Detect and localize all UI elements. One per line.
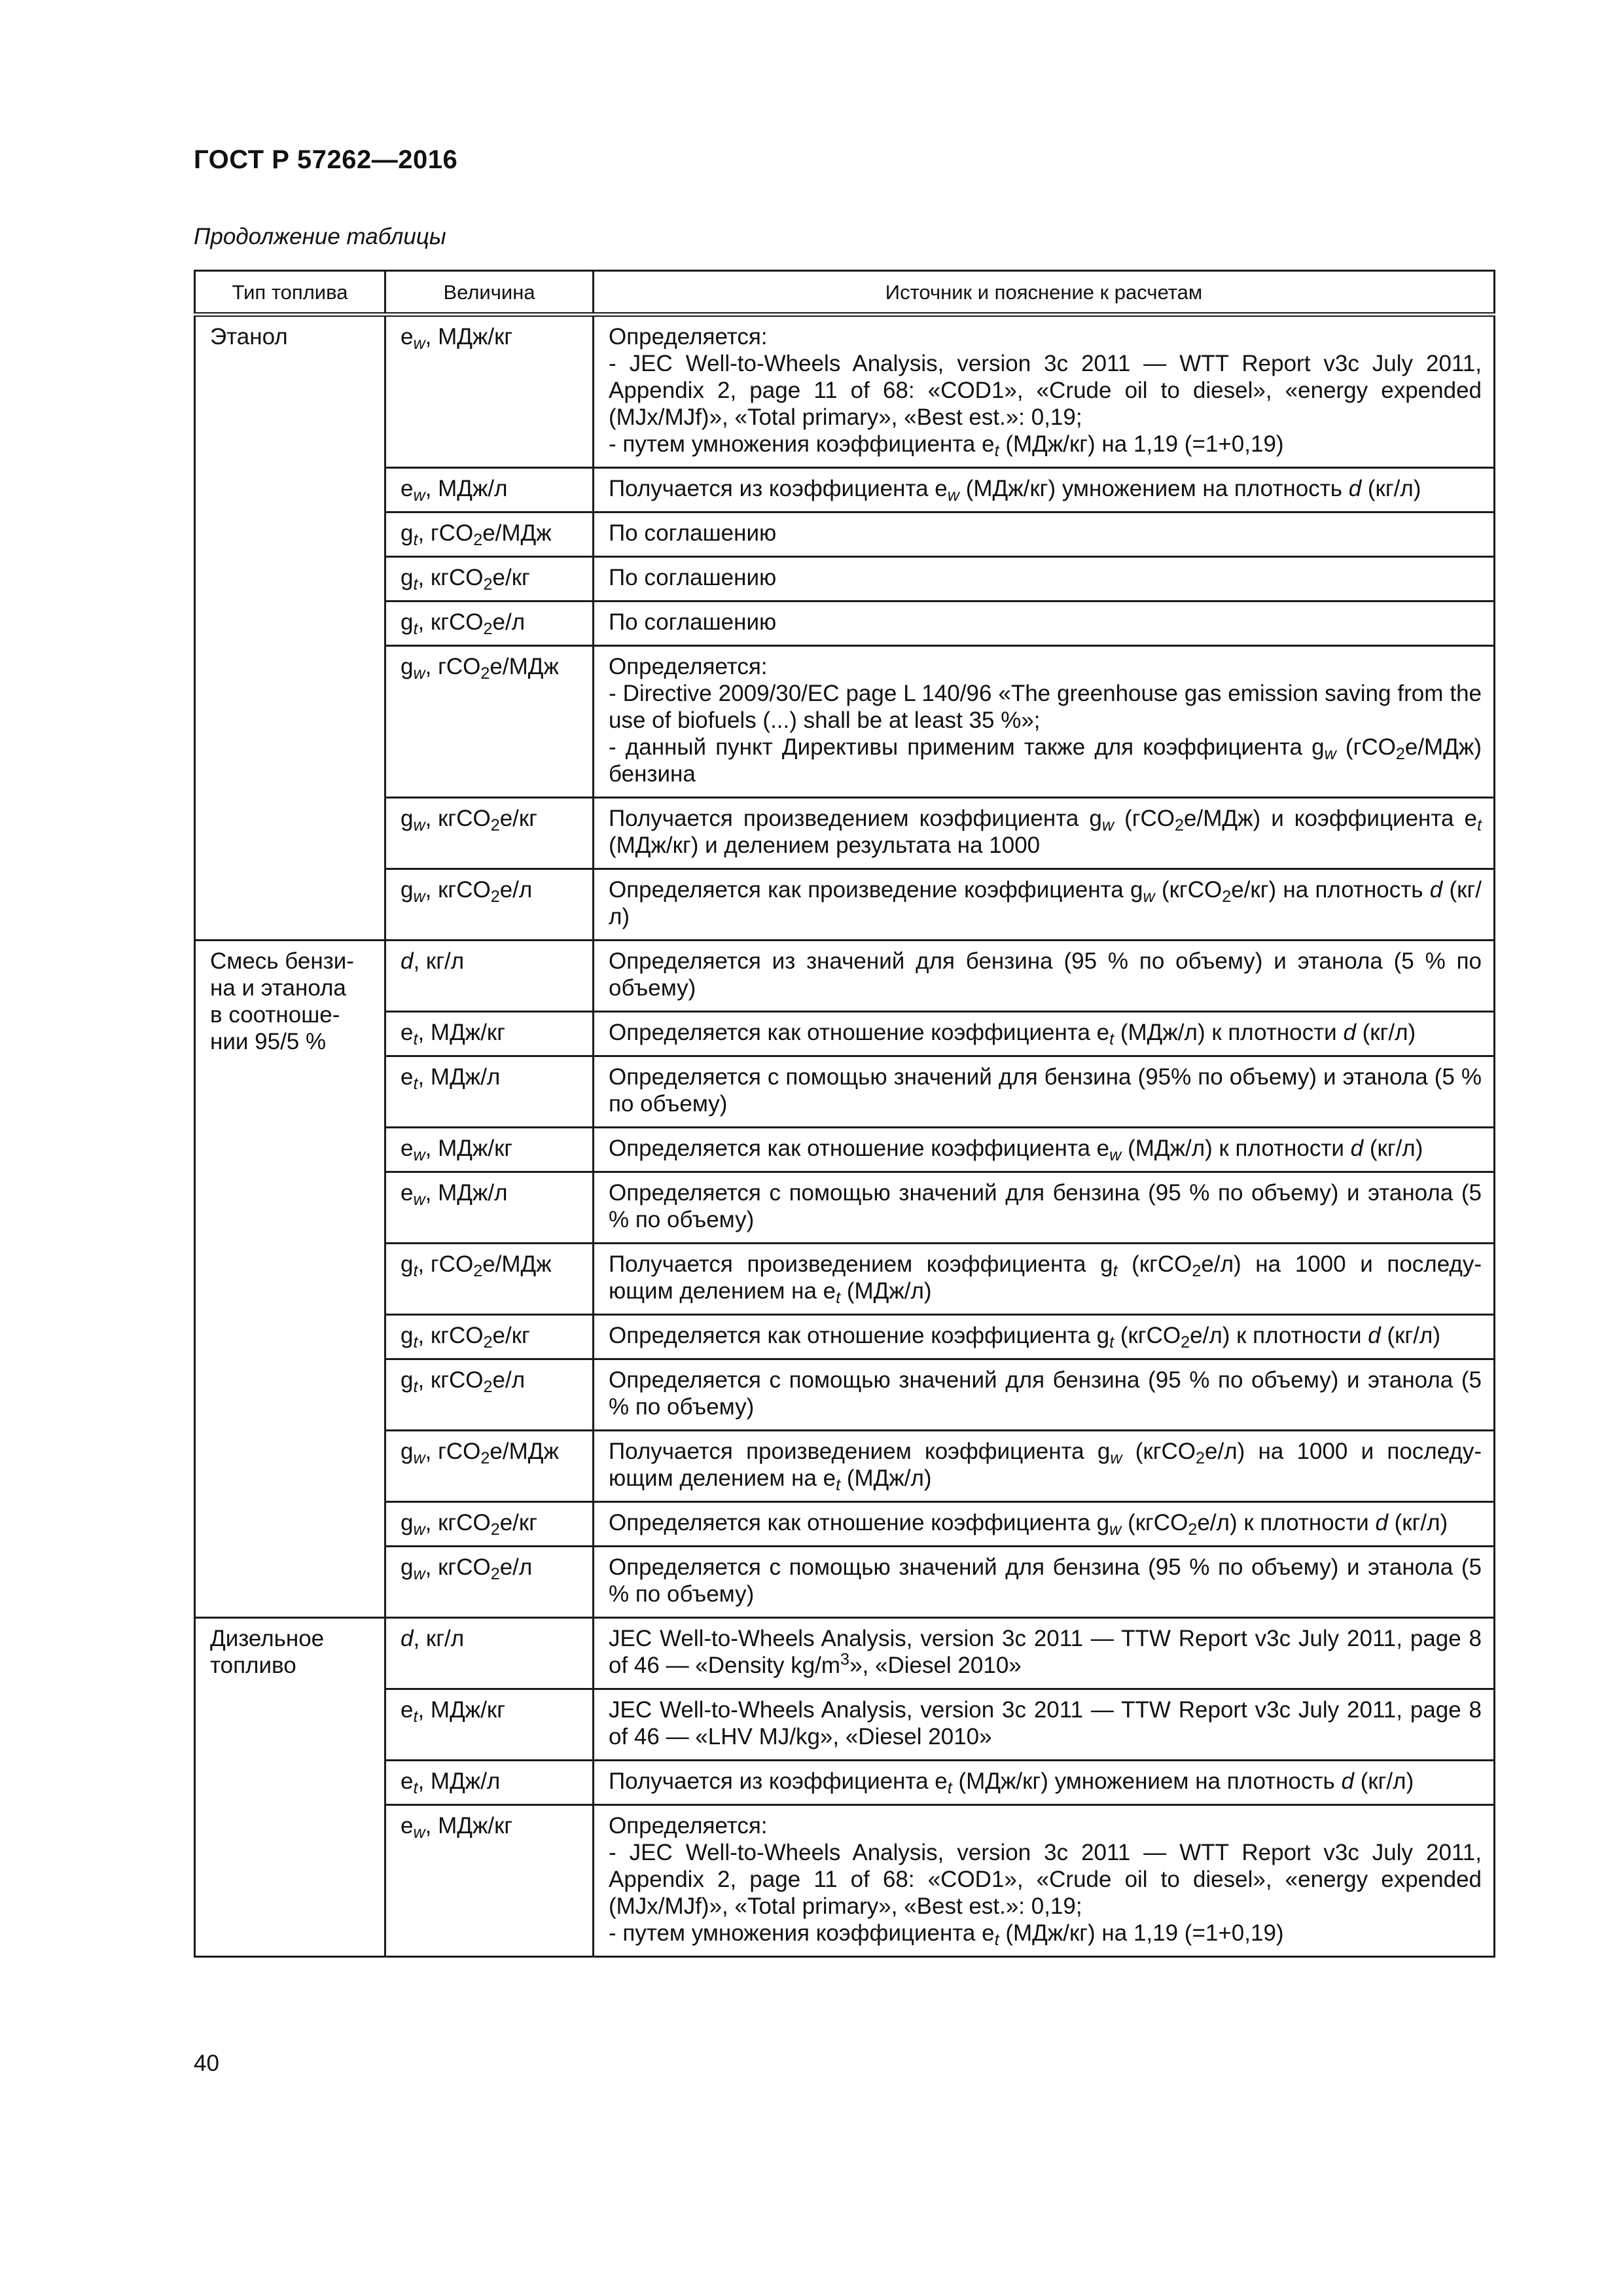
source-paragraph — [609, 1367, 1482, 1420]
fuel-parameters-table — [194, 270, 1495, 1958]
cell-text: (кгCO — [1122, 1439, 1196, 1464]
subscript-text: w — [413, 1565, 425, 1584]
cell-text: Определяется как отношение коэффициента e — [609, 1136, 1110, 1161]
cell-text: Определяется из значений для бензина (95 % по объему) и этанола (5 % по объему) — [609, 948, 1482, 1001]
cell-text: , гCO — [425, 654, 481, 679]
cell-text: Определяется как произведение коэффициента g — [609, 877, 1143, 903]
quantity-cell — [385, 1689, 594, 1761]
table-header-row — [195, 271, 1495, 315]
source-cell — [594, 468, 1495, 512]
quantity-cell — [385, 1172, 594, 1244]
cell-text: - JEC Well-to-Wheels Analysis, version 3c 2011 — WTT Report v3c July 2011, Appendix 2, page 11 of 68: «COD1», «Crude oil to diesel», «energy expended (MJx/MJf)», «Total primary», «Best est.»: 0,19; — [609, 1840, 1482, 1919]
cell-text: g — [401, 520, 414, 546]
cell-text: , кгCO — [418, 1323, 484, 1348]
subscript-text: w — [1109, 1146, 1122, 1165]
cell-text: g — [401, 877, 414, 903]
source-cell — [594, 601, 1495, 646]
subscript-text: t — [413, 1030, 418, 1049]
cell-text: d — [1350, 1136, 1364, 1161]
quantity-cell — [385, 557, 594, 601]
cell-text: (кг/л) — [1361, 476, 1421, 501]
source-paragraph — [609, 1812, 1482, 1839]
subscript-text: t — [1476, 816, 1482, 835]
subscript-text: t — [413, 1333, 418, 1352]
cell-text: Определяется с помощью значений для бензина (95 % по объему) и этанола (5 % по объему) — [609, 1180, 1482, 1232]
cell-text: Определяется как отношение коэффициента g — [609, 1323, 1110, 1348]
subscript-text: t — [1109, 1333, 1115, 1352]
quantity-cell — [385, 1056, 594, 1128]
source-cell — [594, 1431, 1495, 1502]
source-paragraph — [609, 948, 1482, 1001]
source-cell — [594, 1547, 1495, 1618]
subscript-text: w — [413, 1191, 425, 1210]
source-paragraph — [609, 431, 1482, 461]
source-cell — [594, 1618, 1495, 1689]
table-row — [195, 1172, 1495, 1244]
source-paragraph — [609, 1438, 1482, 1495]
cell-text: (гCO — [1114, 806, 1175, 831]
cell-text: , гCO — [425, 1439, 481, 1464]
cell-text: Получается произведением коэффициента g — [609, 1439, 1111, 1464]
cell-text: Определяется: — [609, 654, 768, 679]
cell-text: JEC Well-to-Wheels Analysis, version 3c 2011 — TTW Report v3c July 2011, page 8 of 46 — «LHV MJ/kg», «Diesel 2010» — [609, 1697, 1482, 1749]
cell-text: Определяется: — [609, 324, 768, 350]
cell-text: g — [401, 806, 414, 831]
table-row — [195, 1502, 1495, 1547]
quantity-cell — [385, 468, 594, 512]
source-paragraph — [609, 1768, 1482, 1798]
subscript-text: 2 — [473, 1262, 483, 1281]
table-row — [195, 1547, 1495, 1618]
cell-text: , кгCO — [418, 1367, 484, 1393]
cell-text: e/кг — [499, 806, 537, 831]
cell-text: - путем умножения коэффициента e — [609, 431, 995, 457]
cell-text: , МДж/кг — [418, 1697, 505, 1723]
source-cell — [594, 1172, 1495, 1244]
source-paragraph — [609, 653, 1482, 680]
cell-text: (МДж/кг) умножением на плотность — [952, 1768, 1342, 1794]
subscript-text: t — [994, 1931, 999, 1950]
quantity-cell — [385, 1012, 594, 1056]
cell-text: e/кг — [492, 1323, 530, 1348]
cell-text: g — [401, 654, 414, 679]
cell-text: (кгCO — [1121, 1510, 1188, 1535]
cell-text: e/л — [499, 877, 533, 903]
cell-text: , кгCO — [425, 1554, 491, 1580]
cell-text: g — [401, 1439, 414, 1464]
cell-text: По соглашению — [609, 609, 777, 635]
subscript-text: t — [836, 1289, 841, 1308]
cell-text: e — [401, 1180, 414, 1206]
source-paragraph — [609, 1135, 1482, 1165]
subscript-text: w — [1109, 1520, 1122, 1539]
quantity-cell — [385, 1547, 594, 1618]
cell-text: (МДж/л) — [840, 1278, 932, 1304]
cell-text: e/л — [492, 1367, 526, 1393]
cell-text: (кгCO — [1114, 1323, 1181, 1348]
column-header-quantity: Величина — [385, 271, 594, 315]
cell-text: Получается из коэффициента e — [609, 1768, 948, 1794]
fuel-type-label: Дизельное — [210, 1626, 325, 1651]
page-number: 40 — [194, 2051, 219, 2076]
source-cell — [594, 512, 1495, 557]
cell-text: e/МДж — [490, 1439, 559, 1464]
table-row — [195, 1056, 1495, 1128]
cell-text: , кг/л — [413, 948, 465, 974]
source-paragraph — [609, 680, 1482, 734]
cell-text: (кгCO — [1154, 877, 1222, 903]
source-cell — [594, 646, 1495, 798]
superscript-text: 3 — [840, 1650, 850, 1669]
source-cell — [594, 1056, 1495, 1128]
cell-text: d — [1429, 877, 1443, 903]
cell-text: e/МДж) и коэффициента e — [1184, 806, 1477, 831]
source-paragraph — [609, 1625, 1482, 1679]
cell-text: , МДж/кг — [425, 1136, 513, 1161]
cell-text: JEC Well-to-Wheels Analysis, version 3c 2011 — TTW Report v3c July 2011, page 8 of 46 — «Density kg/m — [609, 1626, 1482, 1678]
cell-text: , МДж/л — [418, 1768, 501, 1794]
document-title: ГОСТ Р 57262—2016 — [194, 145, 458, 174]
cell-text: d — [1348, 476, 1362, 501]
source-cell — [594, 1012, 1495, 1056]
cell-text: По соглашению — [609, 565, 777, 590]
subscript-text: w — [413, 888, 425, 906]
source-cell — [594, 1689, 1495, 1761]
table-row — [195, 1805, 1495, 1957]
quantity-cell — [385, 1761, 594, 1805]
cell-text: g — [401, 1554, 414, 1580]
fuel-type-label: Этанол — [210, 324, 288, 350]
cell-text: (кг/л) — [609, 877, 1482, 929]
table-row — [195, 512, 1495, 557]
cell-text: Определяется с помощью значений для бензина (95 % по объему) и этанола (5 % по объему) — [609, 1554, 1482, 1607]
table-row — [195, 1618, 1495, 1689]
subscript-text: 2 — [1395, 745, 1405, 764]
source-paragraph — [609, 520, 1482, 547]
quantity-cell — [385, 601, 594, 646]
subscript-text: w — [947, 486, 959, 505]
subscript-text: t — [413, 620, 418, 639]
source-cell — [594, 1244, 1495, 1315]
cell-text: , МДж/л — [425, 476, 508, 501]
source-paragraph — [609, 1839, 1482, 1920]
cell-text: , гCO — [418, 1251, 474, 1277]
cell-text: - данный пункт Директивы применим также для коэффициента g — [609, 734, 1325, 760]
cell-text: g — [401, 1251, 414, 1277]
cell-text: , кгCO — [418, 565, 484, 590]
subscript-text: t — [413, 575, 418, 594]
fuel-type-label: Смесь бензи- — [210, 948, 354, 974]
subscript-text: w — [413, 1823, 425, 1842]
quantity-cell — [385, 798, 594, 869]
cell-text: (гCO — [1336, 734, 1396, 760]
source-paragraph — [609, 1322, 1482, 1352]
cell-text: (МДж/кг) на 1,19 (=1+0,19) — [999, 1920, 1284, 1946]
cell-text: e — [401, 1813, 414, 1839]
column-header-source: Источник и пояснение к расчетам — [594, 271, 1495, 315]
source-paragraph — [609, 805, 1482, 859]
cell-text: e — [401, 1136, 414, 1161]
cell-text: », «Diesel 2010» — [849, 1653, 1022, 1678]
source-paragraph — [609, 323, 1482, 350]
source-paragraph — [609, 1179, 1482, 1233]
cell-text: , кгCO — [425, 877, 491, 903]
fuel-type-label: на и этанола — [210, 975, 346, 1001]
table-row — [195, 1431, 1495, 1502]
table-row — [195, 315, 1495, 468]
source-cell — [594, 1128, 1495, 1172]
subscript-text: t — [413, 1262, 418, 1281]
cell-text: (кг/л) — [1355, 1020, 1416, 1045]
table-row — [195, 646, 1495, 798]
quantity-cell — [385, 315, 594, 468]
fuel-type-label: нии 95/5 % — [210, 1029, 327, 1054]
source-cell — [594, 557, 1495, 601]
cell-text: (МДж/л) — [840, 1465, 932, 1491]
cell-text: e/кг — [492, 565, 530, 590]
subscript-text: t — [994, 442, 999, 461]
cell-text: - путем умножения коэффициента e — [609, 1920, 995, 1946]
source-cell — [594, 869, 1495, 941]
cell-text: g — [401, 1323, 414, 1348]
subscript-text: t — [413, 1378, 418, 1397]
cell-text: g — [401, 1510, 414, 1535]
cell-text: Получается из коэффициента e — [609, 476, 948, 501]
table-row — [195, 468, 1495, 512]
cell-text: , МДж/кг — [418, 1020, 505, 1045]
cell-text: e/кг) на плотность — [1231, 877, 1430, 903]
cell-text: g — [401, 565, 414, 590]
subscript-text: t — [413, 1075, 418, 1094]
subscript-text: w — [413, 816, 425, 835]
cell-text: e/л) на 1000 и последу-ющим делением на e — [609, 1439, 1482, 1491]
cell-text: (кг/л) — [1387, 1510, 1448, 1535]
cell-text: Определяется как отношение коэффициента e — [609, 1020, 1110, 1045]
source-paragraph — [609, 1554, 1482, 1607]
table-row — [195, 1012, 1495, 1056]
cell-text: e/л) на 1000 и последу-ющим делением на e — [609, 1251, 1482, 1304]
cell-text: e — [401, 1064, 414, 1090]
subscript-text: t — [413, 1779, 418, 1798]
cell-text: e — [401, 324, 414, 350]
quantity-cell — [385, 1315, 594, 1359]
column-header-fuel-type: Тип топлива — [195, 271, 385, 315]
cell-text: - JEC Well-to-Wheels Analysis, version 3c 2011 — WTT Report v3c July 2011, Appendix 2, page 11 of 68: «COD1», «Crude oil to diesel», «energy expended (MJx/MJf)», «Total primary», «Best est.»: 0,19; — [609, 351, 1482, 430]
subscript-text: w — [413, 486, 425, 505]
source-paragraph — [609, 564, 1482, 591]
source-paragraph — [609, 876, 1482, 930]
cell-text: d — [1375, 1510, 1388, 1535]
cell-text: (МДж/кг) на 1,19 (=1+0,19) — [999, 431, 1284, 457]
cell-text: , кгCO — [425, 806, 491, 831]
source-paragraph — [609, 1019, 1482, 1049]
cell-text: g — [401, 609, 414, 635]
source-paragraph — [609, 350, 1482, 431]
cell-text: (МДж/л) к плотности — [1121, 1136, 1351, 1161]
subscript-text: 2 — [1188, 1520, 1198, 1539]
cell-text: - Directive 2009/30/EC page L 140/96 «The greenhouse gas emission saving from the use of biofuels (...) shall be at least 35 %»; — [609, 681, 1482, 733]
subscript-text: w — [1143, 888, 1155, 906]
cell-text: d — [1343, 1020, 1356, 1045]
cell-text: (кг/л) — [1380, 1323, 1440, 1348]
cell-text: , МДж/кг — [425, 324, 513, 350]
table-row — [195, 601, 1495, 646]
cell-text: e/л) к плотности — [1197, 1510, 1376, 1535]
quantity-cell — [385, 1805, 594, 1957]
subscript-text: w — [413, 664, 425, 683]
table-row — [195, 1359, 1495, 1431]
subscript-text: w — [413, 334, 425, 353]
subscript-text: 2 — [1181, 1333, 1190, 1352]
cell-text: , гCO — [418, 520, 474, 546]
subscript-text: 2 — [1192, 1262, 1202, 1281]
source-paragraph — [609, 609, 1482, 636]
subscript-text: 2 — [480, 664, 490, 683]
source-paragraph — [609, 475, 1482, 505]
source-paragraph — [609, 1064, 1482, 1117]
subscript-text: 2 — [1222, 888, 1232, 906]
cell-text: e — [401, 1768, 414, 1794]
cell-text: d — [1368, 1323, 1381, 1348]
cell-text: , кгCO — [425, 1510, 491, 1535]
quantity-cell — [385, 1431, 594, 1502]
cell-text: e/л) к плотности — [1190, 1323, 1368, 1348]
subscript-text: w — [413, 1146, 425, 1165]
subscript-text: t — [1109, 1030, 1115, 1049]
quantity-cell — [385, 1359, 594, 1431]
cell-text: (МДж/л) к плотности — [1114, 1020, 1344, 1045]
cell-text: e/МДж) бензина — [609, 734, 1482, 787]
subscript-text: w — [1110, 1449, 1122, 1468]
quantity-cell — [385, 869, 594, 941]
subscript-text: 2 — [1196, 1449, 1205, 1468]
cell-text: e — [401, 1697, 414, 1723]
table-row — [195, 869, 1495, 941]
subscript-text: 2 — [483, 620, 493, 639]
cell-text: Получается произведением коэффициента g — [609, 806, 1102, 831]
fuel-type-cell — [195, 1618, 385, 1957]
subscript-text: 2 — [483, 1333, 493, 1352]
source-cell — [594, 1805, 1495, 1957]
cell-text: Определяется: — [609, 1813, 768, 1839]
quantity-cell — [385, 1502, 594, 1547]
fuel-type-cell — [195, 315, 385, 941]
cell-text: Получается произведением коэффициента g — [609, 1251, 1113, 1277]
source-cell — [594, 941, 1495, 1012]
cell-text: Определяется как отношение коэффициента g — [609, 1510, 1110, 1535]
source-paragraph — [609, 1509, 1482, 1539]
source-cell — [594, 1502, 1495, 1547]
source-cell — [594, 315, 1495, 468]
source-cell — [594, 1359, 1495, 1431]
subscript-text: w — [413, 1449, 425, 1468]
cell-text: e — [401, 1020, 414, 1045]
cell-text: По соглашению — [609, 520, 777, 546]
source-paragraph — [609, 734, 1482, 787]
cell-text: Определяется с помощью значений для бензина (95 % по объему) и этанола (5 % по объему) — [609, 1367, 1482, 1420]
subscript-text: 2 — [490, 1520, 500, 1539]
cell-text: e/МДж — [490, 654, 559, 679]
table-row — [195, 1128, 1495, 1172]
table-row — [195, 557, 1495, 601]
subscript-text: 2 — [490, 888, 500, 906]
subscript-text: 2 — [490, 1565, 500, 1584]
quantity-cell — [385, 1618, 594, 1689]
table-row — [195, 1244, 1495, 1315]
source-cell — [594, 798, 1495, 869]
cell-text: g — [401, 1367, 414, 1393]
subscript-text: w — [413, 1520, 425, 1539]
cell-text: (МДж/кг) умножением на плотность — [959, 476, 1349, 501]
cell-text: , кг/л — [413, 1626, 465, 1651]
quantity-cell — [385, 1128, 594, 1172]
cell-text: , МДж/л — [425, 1180, 508, 1206]
source-paragraph — [609, 1251, 1482, 1308]
source-cell — [594, 1761, 1495, 1805]
quantity-cell — [385, 646, 594, 798]
source-cell — [594, 1315, 1495, 1359]
quantity-cell — [385, 1244, 594, 1315]
cell-text: Определяется с помощью значений для бензина (95% по объему) и этанола (5 % по объему) — [609, 1064, 1482, 1117]
fuel-type-label: топливо — [210, 1653, 296, 1678]
table-row — [195, 1315, 1495, 1359]
subscript-text: 2 — [1175, 816, 1185, 835]
cell-text: e — [401, 476, 414, 501]
subscript-text: w — [1324, 745, 1336, 764]
fuel-type-label: в соотноше- — [210, 1002, 340, 1028]
cell-text: e/л — [499, 1554, 533, 1580]
subscript-text: t — [413, 1708, 418, 1727]
cell-text: e/л — [492, 609, 526, 635]
subscript-text: t — [1113, 1262, 1118, 1281]
fuel-type-cell — [195, 941, 385, 1618]
table-row — [195, 798, 1495, 869]
subscript-text: t — [836, 1476, 841, 1495]
table-continuation-label: Продолжение таблицы — [194, 224, 446, 249]
cell-text: d — [401, 948, 414, 974]
table-row — [195, 1689, 1495, 1761]
source-paragraph — [609, 1696, 1482, 1750]
subscript-text: 2 — [483, 575, 493, 594]
cell-text: (кгCO — [1117, 1251, 1192, 1277]
cell-text: (кг/л) — [1363, 1136, 1423, 1161]
subscript-text: 2 — [480, 1449, 490, 1468]
cell-text: , МДж/л — [418, 1064, 501, 1090]
cell-text: , кгCO — [418, 609, 484, 635]
cell-text: e/кг — [499, 1510, 537, 1535]
subscript-text: 2 — [473, 531, 483, 550]
cell-text: , МДж/кг — [425, 1813, 513, 1839]
cell-text: e/МДж — [482, 1251, 552, 1277]
subscript-text: 2 — [490, 816, 500, 835]
subscript-text: 2 — [483, 1378, 493, 1397]
subscript-text: t — [413, 531, 418, 550]
cell-text: d — [1341, 1768, 1354, 1794]
subscript-text: t — [947, 1779, 952, 1798]
source-paragraph — [609, 1920, 1482, 1950]
subscript-text: w — [1101, 816, 1115, 835]
quantity-cell — [385, 941, 594, 1012]
quantity-cell — [385, 512, 594, 557]
cell-text: (кг/л) — [1353, 1768, 1414, 1794]
table-row — [195, 941, 1495, 1012]
cell-text: e/МДж — [482, 520, 552, 546]
cell-text: d — [401, 1626, 414, 1651]
table-body — [195, 315, 1495, 1957]
cell-text: (МДж/кг) и делением результата на 1000 — [609, 833, 1041, 858]
table-row — [195, 1761, 1495, 1805]
